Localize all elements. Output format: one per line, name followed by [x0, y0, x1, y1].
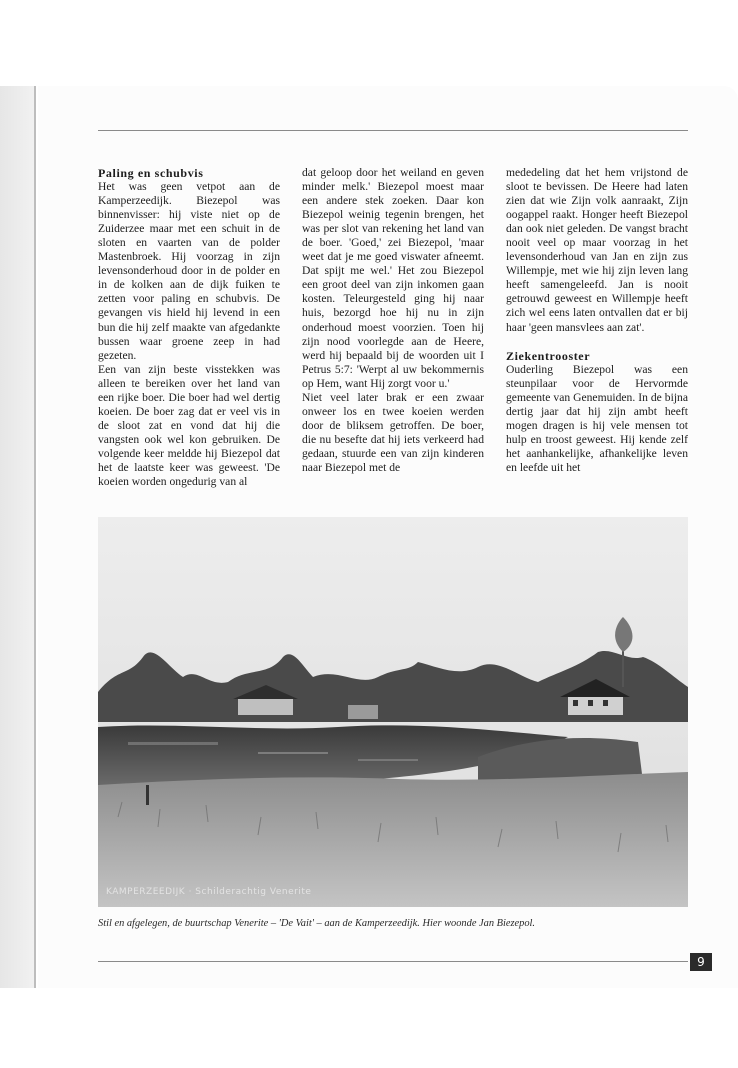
paragraph: mededeling dat het hem vrijstond de sloot te bevissen. De Heere had laten zien dat wie Zijn volk aanraakt, Zijn oogappel raakt. Honger heeft Biezepol dan ook niet geleden. De vangst bracht nooit veel op maar voorzag in het levensonderhoud van Jan en zijn zus Willempje, met wie hij zijn leven lang heeft samengeleefd. Jan is nooit getrouwd geweest en Willempje heeft zich wel eens laten ontvallen dat er bij haar 'geen mansvlees aan zat'.: [506, 166, 688, 334]
page-number: 9: [690, 953, 712, 971]
paragraph: Een van zijn beste visstekken was alleen te bereiken over het land van een rijke boer. Die boer had wel dertig koeien. De boer zag dat er veel vis in de sloot zat en vond dat hij die vangsten ook wel kon gebruiken. De volgende keer meldde hij Biezepol dat het de laatste keer was geweest. 'De koeien worden ongedurig van al: [98, 362, 280, 489]
landscape-photo: [98, 517, 688, 907]
column-2: [302, 166, 484, 511]
landscape-photo-drawing: [98, 517, 688, 907]
binding-spine: [34, 86, 36, 988]
paragraph: dat geloop door het weiland en geven minder melk.' Biezepol moest maar een andere stek zoeken. Daar kon Biezepol weinig tegenin brengen, het was per slot van rekening het land van de boer. 'Goed,' zei Biezepol, 'maar weet dat je me goed viswater afneemt. Dat spijt me wel.' Het zou Biezepol een groot deel van zijn inkomen gaan kosten. Teleurgesteld ging hij naar huis, bezorgd hoe hij nu in zijn onderhoud moest voorzien. Toen hij zijn nood voorlegde aan de Heere, werd hij bepaald bij de woorden uit I Petrus 5:7: 'Werpt al uw bekommernis op Hem, want Hij zorgt voor u.': [302, 166, 484, 390]
section-heading-paling: Paling en schubvis: [98, 166, 204, 180]
paragraph: Het was geen vetpot aan de Kamperzeedijk. Biezepol was binnenvisser: hij viste niet op de Zuiderzee maar met een schuit in de sloten en vaarten van de polder Mastenbroek. Hij voorzag in zijn levensonderhoud door in de polder en in de kolken aan de dijk fuiken te zetten voor paling en schubvis. De gevangen vis hield hij levend in een bun die hij zelf maakte van afgedankte bussen waar groene zeep in had gezeten.: [98, 180, 280, 362]
photo-caption: Stil en afgelegen, de buurtschap Venerite – 'De Vait' – aan de Kamperzeedijk. Hier woonde Jan Biezepol.: [98, 918, 536, 929]
column-3: [506, 166, 688, 511]
bottom-rule: [98, 961, 688, 962]
paragraph: Ouderling Biezepol was een steunpilaar voor de Hervormde gemeente van Genemuiden. In de bijna dertig jaar dat hij zijn ambt heeft mogen dragen is hij vele mensen tot hulp en troost geweest. Hij kende zelf het aanhankelijke, afhankelijke leven en leefde uit het: [506, 362, 688, 474]
column-1: [98, 166, 280, 511]
section-heading-ziekentrooster: Ziekentrooster: [506, 348, 591, 363]
article-columns: [98, 166, 688, 511]
paragraph: Niet veel later brak er een zwaar onweer los en twee koeien werden door de bliksem getroffen. De boer, die nu besefte dat hij iets verkeerd had gedaan, stuurde een van zijn kinderen naar Biezepol met de: [302, 390, 484, 474]
top-rule: [98, 130, 688, 131]
photo-overlay-text: KAMPERZEEDIJK · Schilderachtig Venerite: [106, 887, 312, 897]
binding-shadow: [0, 86, 34, 988]
